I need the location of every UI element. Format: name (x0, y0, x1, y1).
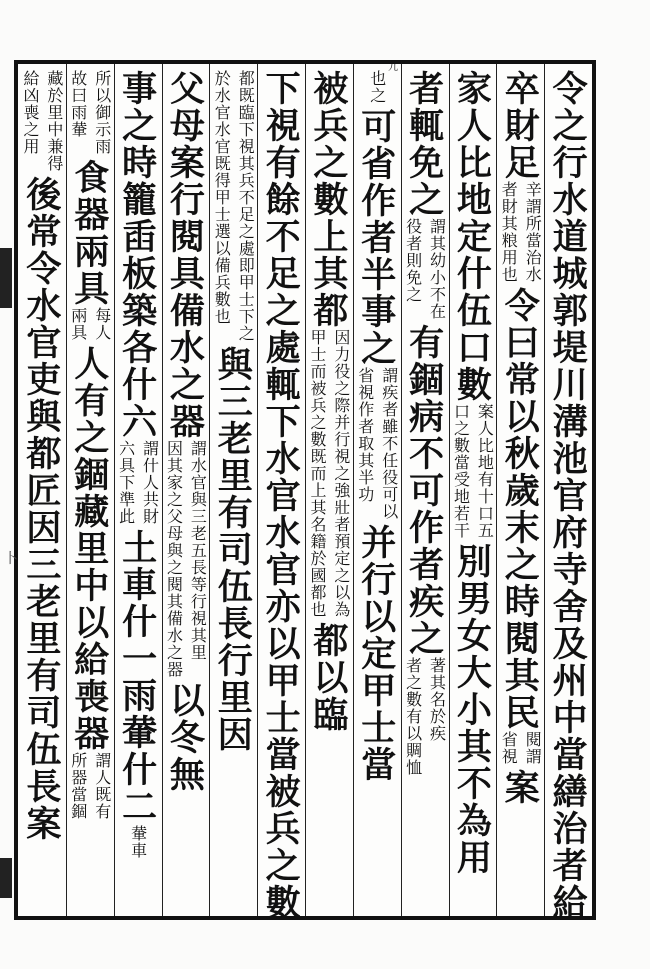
main-text: 可省作者半事之 (355, 108, 397, 367)
column-rule (401, 64, 402, 916)
main-text: 令曰常以秋歲末之時閱其民 (499, 287, 541, 731)
main-text: 案 (499, 769, 541, 806)
main-text: 家人比地定什伍口數 (451, 70, 493, 403)
column-rule (544, 64, 545, 916)
main-text: 事之時籠臿板築各什六 (116, 70, 158, 440)
commentary-note: 也之 (367, 70, 387, 104)
commentary-note: 都既臨下視其兵不足之處即甲士下之 (236, 70, 256, 342)
main-text: 父母案行閱具備水之器 (164, 70, 206, 440)
commentary-note: 著其名於疾 (427, 657, 447, 742)
text-column (353, 66, 401, 914)
column-rule (449, 64, 450, 916)
commentary-note: 者之數有以賙恤 (403, 657, 423, 776)
main-text: 令之行水道城郭堤川溝池官府寺舍及州中當繕治者給 (547, 70, 589, 921)
commentary-note: 案人比地有十口五 (475, 403, 495, 539)
margin-ink-bottom (0, 858, 12, 898)
text-column (401, 66, 449, 914)
column-rule (114, 64, 115, 916)
text-column (305, 66, 353, 914)
commentary-note: 給凶喪之用 (20, 70, 40, 155)
commentary-note: 謂其幼小不在 (427, 218, 447, 320)
commentary-note: 辛謂所當治水 (523, 181, 543, 283)
column-rule (209, 64, 210, 916)
commentary-note: 所器當錮 (68, 752, 88, 820)
margin-mark: 卜 (4, 551, 18, 567)
main-text: 都以臨 (307, 622, 349, 733)
column-rule (66, 64, 67, 916)
commentary-note: 閱謂 (523, 731, 543, 765)
text-column (496, 66, 544, 914)
main-text: 別男女大小其不為用 (451, 543, 493, 876)
text-column (114, 66, 162, 914)
commentary-note: 甲士而被兵之數既而上其名籍於國都也 (307, 329, 327, 618)
top-mark: 九 (388, 62, 398, 73)
commentary-note: 謂水官與三老五長等行視其里 (188, 440, 208, 661)
column-rule (305, 64, 306, 916)
main-text: 者輒免之 (403, 70, 445, 218)
commentary-note: 謂什人共財 (140, 440, 160, 525)
margin-ink (0, 248, 12, 308)
main-text: 下視有餘不足之處輒下水官水官亦以甲士當被兵之數 (260, 70, 302, 921)
main-text: 卒財足 (499, 70, 541, 181)
column-rule (257, 64, 258, 916)
main-text: 并行以定甲士當 (355, 524, 397, 783)
text-column (162, 66, 210, 914)
column-rule (353, 64, 354, 916)
commentary-note: 省視 (499, 731, 519, 765)
commentary-note: 故曰雨輂 (68, 70, 88, 138)
commentary-note: 役者則免之 (403, 218, 423, 303)
commentary-note: 口之數當受地若干 (451, 403, 471, 539)
main-text: 有錮病不可作者疾之 (403, 324, 445, 657)
commentary-note: 藏於里中兼得 (44, 70, 64, 172)
commentary-note: 因力役之際并行視之強壯者預定之以為 (331, 329, 351, 618)
text-column (209, 66, 257, 914)
text-column (18, 66, 66, 914)
commentary-note: 兩具 (68, 307, 88, 341)
text-column (257, 66, 305, 921)
text-column (449, 66, 497, 914)
commentary-note: 者財其粮用也 (499, 181, 519, 283)
main-text: 人有之錮藏里中以給喪器 (68, 345, 110, 752)
commentary-note: 六具下準此 (116, 440, 136, 525)
text-column (544, 66, 592, 921)
main-text: 與三老里有司伍長行里因 (212, 346, 254, 753)
main-text: 以冬無 (164, 682, 206, 793)
commentary-note: 謂疾者雖不任役可以 (379, 367, 399, 520)
commentary-note: 謂人既有 (92, 752, 112, 820)
main-text: 食器兩具 (68, 159, 110, 307)
column-rule (162, 64, 163, 916)
text-column (66, 66, 114, 914)
commentary-note: 所以御示雨 (92, 70, 112, 155)
commentary-note: 省視作者取其半功 (355, 367, 375, 503)
commentary-note: 每人 (92, 307, 112, 341)
main-text: 土車什一雨輂什二 (116, 529, 158, 825)
commentary-note: 因其家之父母與之閱其備水之器 (164, 440, 184, 678)
commentary-note: 於水官水官既得甲士選以備兵數也 (212, 70, 232, 325)
commentary-note: 輂車 (128, 825, 148, 859)
main-text: 被兵之數上其都 (307, 70, 349, 329)
main-text: 後常令水官吏與都匠因三老里有司伍長案 (20, 176, 62, 842)
column-rule (496, 64, 497, 916)
